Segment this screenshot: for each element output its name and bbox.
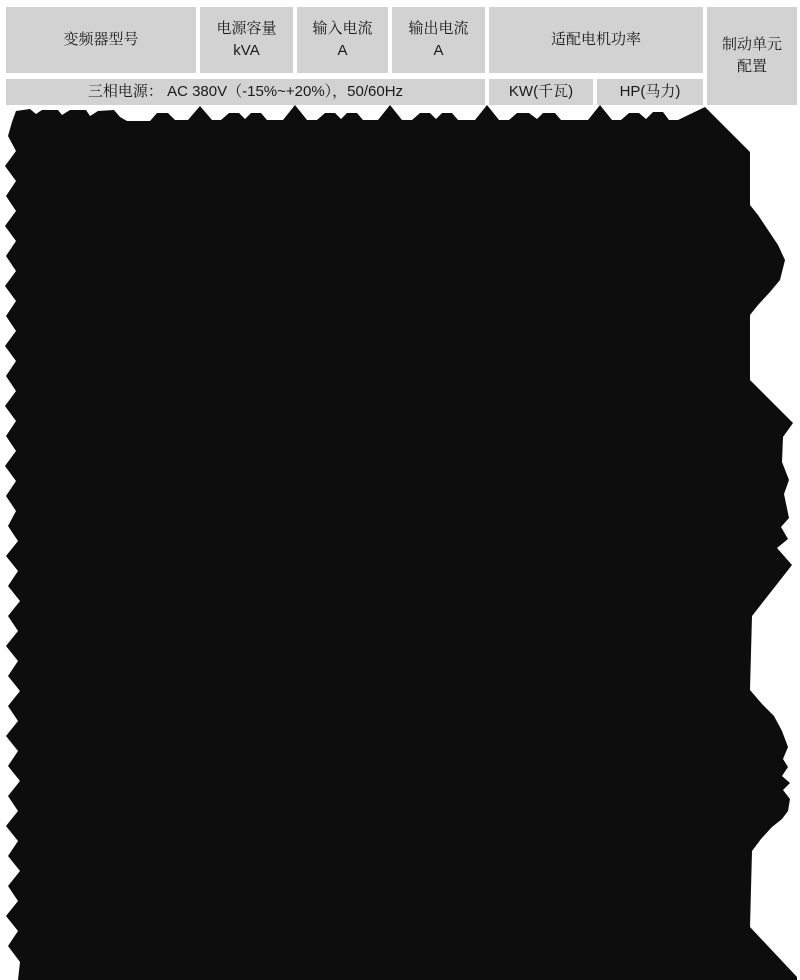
- column-header-label: 适配电机功率: [550, 31, 641, 48]
- column-header-label: 电源容量: [216, 20, 277, 37]
- subcolumn-header-label: HP(马力): [619, 83, 681, 100]
- column-header-label: 变频器型号: [63, 31, 139, 48]
- column-header-power-capacity: [200, 7, 293, 73]
- column-header-inverter-model: [6, 7, 196, 73]
- column-header-label: 配置: [736, 58, 767, 75]
- column-header-label: 输入电流: [312, 20, 373, 37]
- spec-table-header: [6, 7, 797, 105]
- column-header-unit: kVA: [233, 42, 260, 59]
- column-header-motor-power: [489, 7, 703, 73]
- power-supply-spec-cell: [6, 79, 485, 105]
- column-header-input-current: [297, 7, 388, 73]
- column-header-unit: A: [433, 42, 444, 59]
- column-header-output-current: [392, 7, 485, 73]
- column-header-label: 输出电流: [408, 20, 469, 37]
- column-header-unit: A: [337, 42, 348, 59]
- subcolumn-header-label: KW(千瓦): [508, 83, 574, 100]
- power-supply-spec-text: 三相电源： AC 380V（-15%~+20%），50/60Hz: [87, 83, 404, 100]
- redaction-blob-shape: [5, 105, 797, 980]
- column-header-brake-unit: [707, 7, 797, 105]
- subcolumn-header-kw: [489, 79, 593, 105]
- subcolumn-header-hp: [597, 79, 703, 105]
- column-header-label: 制动单元: [721, 36, 782, 53]
